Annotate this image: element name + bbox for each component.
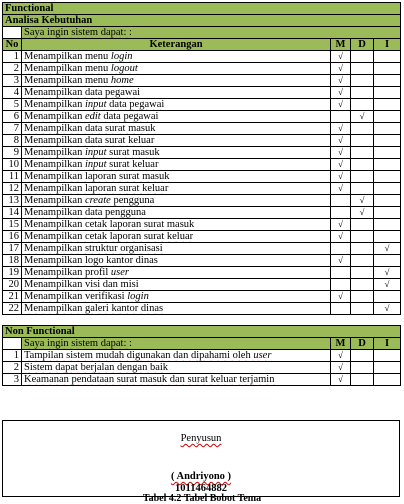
check-i-cell: [374, 135, 401, 147]
checkmark-icon: √: [338, 159, 343, 169]
functional-title: Functional: [3, 3, 401, 15]
check-i-cell: [374, 63, 401, 75]
row-number: 21: [3, 291, 22, 303]
row-description: Tampilan sistem mudah digunakan dan dipahami oleh user: [22, 350, 331, 362]
row-number: 14: [3, 207, 22, 219]
check-m-cell: [331, 135, 351, 147]
functional-row: [3, 207, 401, 219]
row-number: 4: [3, 87, 22, 99]
check-m-cell: [331, 219, 351, 231]
row-description: Menampilkan data pegawai: [22, 87, 331, 99]
checkmark-icon: √: [359, 207, 365, 217]
checkmark-icon: √: [338, 99, 343, 109]
check-m-cell: [331, 231, 351, 243]
row-number: 7: [3, 123, 22, 135]
functional-row: [3, 171, 401, 183]
row-description: Menampilkan data surat keluar: [22, 135, 331, 147]
check-i-cell: [374, 231, 401, 243]
signature-box: [2, 420, 400, 497]
check-d-cell: [351, 219, 374, 231]
check-i-cell: [374, 159, 401, 171]
checkmark-icon: √: [384, 267, 390, 277]
check-i-cell: [374, 291, 401, 303]
check-m-cell: [331, 291, 351, 303]
check-m-cell: [331, 63, 351, 75]
checkmark-icon: √: [338, 171, 343, 181]
check-m-cell: [331, 87, 351, 99]
check-i-cell: [374, 350, 401, 362]
check-i-cell: [374, 219, 401, 231]
check-m-cell: [331, 123, 351, 135]
checkmark-icon: √: [338, 123, 343, 133]
check-i-cell: [374, 195, 401, 207]
functional-prompt: Saya ingin sistem dapat: :: [22, 27, 401, 39]
signer-name: ( Andriyono ): [170, 471, 232, 482]
check-m-cell: [331, 75, 351, 87]
signer-role: Penyusun: [180, 433, 222, 444]
row-description: Menampilkan cetak laporan surat keluar: [22, 231, 331, 243]
check-d-cell: [351, 87, 374, 99]
row-number: 17: [3, 243, 22, 255]
check-m-cell: [331, 159, 351, 171]
check-d-cell: [351, 99, 374, 111]
row-number: 6: [3, 111, 22, 123]
row-number: 15: [3, 219, 22, 231]
functional-row: [3, 135, 401, 147]
check-d-cell: [351, 243, 374, 255]
checkmark-icon: √: [338, 231, 343, 241]
checkmark-icon: √: [338, 219, 343, 229]
row-number: 1: [3, 51, 22, 63]
checkmark-icon: √: [338, 75, 343, 85]
functional-row: [3, 195, 401, 207]
row-number: 12: [3, 183, 22, 195]
check-d-cell: [351, 183, 374, 195]
check-m-cell: [331, 374, 351, 386]
functional-row: [3, 75, 401, 87]
row-number: 2: [3, 362, 22, 374]
non-functional-row: [3, 374, 401, 386]
check-m-cell: [331, 147, 351, 159]
non-functional-row: [3, 362, 401, 374]
check-i-cell: [374, 87, 401, 99]
row-description: Menampilkan laporan surat keluar: [22, 183, 331, 195]
check-m-cell: [331, 51, 351, 63]
non-functional-table: [2, 325, 401, 386]
row-description: Keamanan pendataan surat masuk dan surat keluar terjamin: [22, 374, 331, 386]
analysis-subtitle: Analisa Kebutuhan: [3, 15, 401, 27]
row-description: Menampilkan input data pegawai: [22, 99, 331, 111]
check-d-cell: [351, 291, 374, 303]
non-functional-prompt: Saya ingin sistem dapat: :: [22, 338, 331, 350]
row-description: Menampilkan logo kantor dinas: [22, 255, 331, 267]
row-number: 16: [3, 231, 22, 243]
check-i-cell: [374, 255, 401, 267]
row-description: Menampilkan edit data pegawai: [22, 111, 331, 123]
check-d-cell: [351, 123, 374, 135]
check-i-cell: [374, 123, 401, 135]
row-description: Menampilkan profil user: [22, 267, 331, 279]
functional-row: [3, 267, 401, 279]
row-description: Menampilkan input surat masuk: [22, 147, 331, 159]
checkmark-icon: √: [384, 243, 390, 253]
checkmark-icon: √: [384, 279, 390, 289]
functional-row: [3, 303, 401, 315]
row-description: Menampilkan menu login: [22, 51, 331, 63]
checkmark-icon: √: [338, 362, 343, 372]
check-m-cell: [331, 243, 351, 255]
checkmark-icon: √: [359, 111, 365, 121]
row-number: 13: [3, 195, 22, 207]
functional-row: [3, 231, 401, 243]
check-i-cell: [374, 279, 401, 291]
check-i-cell: [374, 171, 401, 183]
check-d-cell: [351, 374, 374, 386]
row-description: Menampilkan cetak laporan surat masuk: [22, 219, 331, 231]
checkmark-icon: √: [338, 135, 343, 145]
functional-row: [3, 51, 401, 63]
functional-row: [3, 87, 401, 99]
row-number: 2: [3, 63, 22, 75]
functional-row: [3, 291, 401, 303]
row-description: Menampilkan create pengguna: [22, 195, 331, 207]
row-number: 22: [3, 303, 22, 315]
functional-row: [3, 279, 401, 291]
checkmark-icon: √: [338, 183, 343, 193]
checkmark-icon: √: [338, 51, 343, 61]
check-d-cell: [351, 350, 374, 362]
check-i-cell: [374, 147, 401, 159]
row-number: 20: [3, 279, 22, 291]
checkmark-icon: √: [338, 291, 343, 301]
row-description: Menampilkan visi dan misi: [22, 279, 331, 291]
functional-row: [3, 219, 401, 231]
row-number: 3: [3, 75, 22, 87]
check-m-cell: [331, 171, 351, 183]
check-m-cell: [331, 195, 351, 207]
check-d-cell: [351, 362, 374, 374]
row-number: 11: [3, 171, 22, 183]
nf-col-m-header: M: [331, 338, 351, 350]
check-d-cell: [351, 303, 374, 315]
check-d-cell: [351, 207, 374, 219]
col-m-header: M: [331, 39, 351, 51]
non-functional-row: [3, 350, 401, 362]
check-m-cell: [331, 111, 351, 123]
check-i-cell: [374, 111, 401, 123]
col-d-header: D: [351, 39, 374, 51]
check-m-cell: [331, 207, 351, 219]
row-number: 5: [3, 99, 22, 111]
check-i-cell: [374, 207, 401, 219]
row-description: Menampilkan input surat keluar: [22, 159, 331, 171]
signer-id: 1011464882: [175, 483, 227, 494]
check-d-cell: [351, 75, 374, 87]
non-functional-title: Non Functional: [3, 326, 401, 338]
check-m-cell: [331, 279, 351, 291]
row-number: 18: [3, 255, 22, 267]
row-number: 1: [3, 350, 22, 362]
checkmark-icon: √: [384, 303, 390, 313]
row-number: 19: [3, 267, 22, 279]
check-m-cell: [331, 303, 351, 315]
check-m-cell: [331, 267, 351, 279]
checkmark-icon: √: [338, 87, 343, 97]
check-d-cell: [351, 159, 374, 171]
check-d-cell: [351, 195, 374, 207]
row-description: Sistem dapat berjalan dengan baik: [22, 362, 331, 374]
checkmark-icon: √: [359, 195, 365, 205]
check-i-cell: [374, 362, 401, 374]
functional-row: [3, 159, 401, 171]
check-m-cell: [331, 350, 351, 362]
col-i-header: I: [374, 39, 401, 51]
table-caption: Tabel 4.2 Tabel Bobot Tema: [142, 493, 262, 504]
check-m-cell: [331, 99, 351, 111]
functional-row: [3, 111, 401, 123]
check-d-cell: [351, 267, 374, 279]
functional-row: [3, 243, 401, 255]
col-desc-header: Keterangan: [22, 39, 331, 51]
check-d-cell: [351, 63, 374, 75]
check-d-cell: [351, 255, 374, 267]
row-description: Menampilkan laporan surat masuk: [22, 171, 331, 183]
check-d-cell: [351, 135, 374, 147]
row-number: 3: [3, 374, 22, 386]
row-description: Menampilkan verifikasi login: [22, 291, 331, 303]
functional-row: [3, 63, 401, 75]
row-description: Menampilkan data pengguna: [22, 207, 331, 219]
check-i-cell: [374, 243, 401, 255]
check-d-cell: [351, 171, 374, 183]
row-description: Menampilkan menu home: [22, 75, 331, 87]
row-description: Menampilkan struktur organisasi: [22, 243, 331, 255]
check-d-cell: [351, 111, 374, 123]
functional-table: [2, 2, 401, 315]
check-i-cell: [374, 99, 401, 111]
check-i-cell: [374, 374, 401, 386]
check-d-cell: [351, 147, 374, 159]
nf-col-d-header: D: [351, 338, 374, 350]
check-i-cell: [374, 303, 401, 315]
functional-row: [3, 123, 401, 135]
check-d-cell: [351, 231, 374, 243]
check-i-cell: [374, 75, 401, 87]
row-number: 8: [3, 135, 22, 147]
row-number: 10: [3, 159, 22, 171]
requirements-sheet: [2, 2, 400, 386]
checkmark-icon: √: [338, 374, 343, 384]
row-number: 9: [3, 147, 22, 159]
functional-row: [3, 147, 401, 159]
functional-row: [3, 183, 401, 195]
row-description: Menampilkan data surat masuk: [22, 123, 331, 135]
check-d-cell: [351, 51, 374, 63]
checkmark-icon: √: [338, 147, 343, 157]
row-description: Menampilkan menu logout: [22, 63, 331, 75]
check-i-cell: [374, 267, 401, 279]
check-d-cell: [351, 279, 374, 291]
checkmark-icon: √: [338, 63, 343, 73]
nf-col-i-header: I: [374, 338, 401, 350]
check-m-cell: [331, 362, 351, 374]
functional-row: [3, 255, 401, 267]
check-m-cell: [331, 183, 351, 195]
checkmark-icon: √: [338, 255, 343, 265]
row-description: Menampilkan galeri kantor dinas: [22, 303, 331, 315]
check-i-cell: [374, 183, 401, 195]
check-m-cell: [331, 255, 351, 267]
check-i-cell: [374, 51, 401, 63]
checkmark-icon: √: [338, 350, 343, 360]
functional-row: [3, 99, 401, 111]
col-no-header: No: [3, 39, 22, 51]
